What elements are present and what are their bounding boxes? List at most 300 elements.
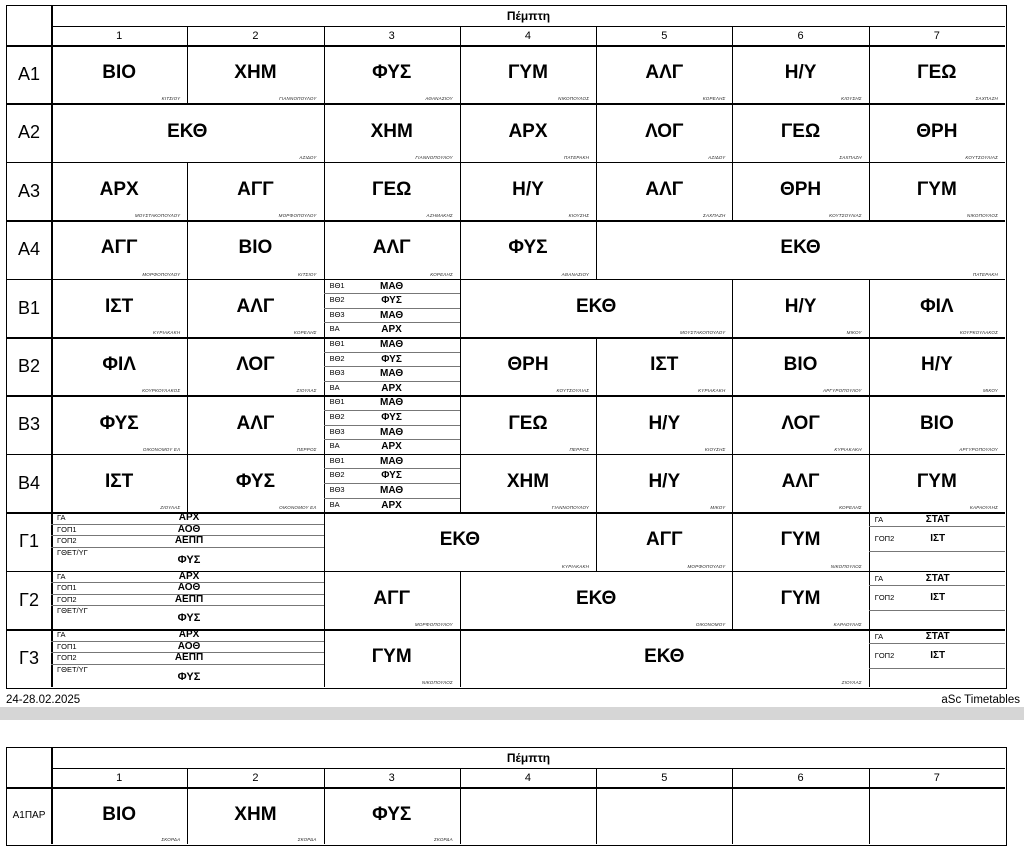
group-split-cell bbox=[869, 571, 1005, 629]
grid-line bbox=[460, 26, 461, 45]
group-subject: ΦΥΣ bbox=[381, 470, 402, 482]
lesson-cell bbox=[324, 220, 460, 278]
lesson-cell bbox=[596, 454, 732, 512]
lesson-subject: ΛΟΓ bbox=[781, 412, 820, 434]
lesson-cell bbox=[187, 220, 323, 278]
lesson-subject: ΦΥΣ bbox=[235, 470, 275, 492]
lesson-subject: ΑΡΧ bbox=[508, 120, 548, 142]
lesson-teacher: ΚΟΥΡΚΟΥΛΑΚΟΣ bbox=[142, 388, 181, 394]
group-subject: ΑΡΧ bbox=[178, 629, 200, 640]
class-label: Β3 bbox=[17, 414, 41, 435]
grid-line bbox=[732, 787, 733, 844]
class-label: Γ1 bbox=[19, 531, 39, 552]
lesson-teacher: ΚΥΡΙΑΚΑΚΗ bbox=[834, 446, 862, 452]
lesson-subject: ΧΗΜ bbox=[234, 62, 277, 84]
grid-line bbox=[460, 768, 461, 787]
lesson-cell bbox=[187, 45, 323, 103]
group-label: ΓΑ bbox=[57, 630, 66, 639]
grid-line bbox=[460, 787, 461, 844]
lesson-teacher: ΠΕΡΡΟΣ bbox=[569, 446, 590, 452]
lesson-teacher: ΚΙΟΥΣΗΣ bbox=[841, 96, 862, 102]
period-1: 1 bbox=[116, 772, 123, 784]
group-subject: ΑΡΧ bbox=[178, 512, 200, 524]
group-subject: ΜΑΘ bbox=[380, 368, 404, 380]
lesson-teacher: ΜΙΚΟΥ bbox=[982, 388, 998, 394]
lesson-teacher: ΠΑΤΕΡΑΚΗ bbox=[972, 271, 998, 277]
group-label: ΓΟΠ2 bbox=[874, 534, 895, 544]
lesson-subject: ΑΛΓ bbox=[372, 237, 411, 259]
group-split-cell bbox=[51, 512, 324, 570]
period-7: 7 bbox=[933, 30, 940, 42]
group-label: ΓΘΕΤ/ΥΓ bbox=[57, 606, 88, 616]
lesson-teacher: ΑΖΗΜΑΚΗΣ bbox=[426, 213, 453, 219]
class-label: Γ3 bbox=[19, 648, 39, 668]
lesson-subject: ΑΓΓ bbox=[100, 237, 138, 259]
lesson-cell bbox=[732, 454, 868, 512]
lesson-cell bbox=[460, 45, 596, 103]
grid-line bbox=[187, 26, 188, 45]
grid-line bbox=[51, 26, 1005, 27]
lesson-cell bbox=[596, 395, 732, 453]
class-label: Α3 bbox=[17, 180, 41, 201]
lesson-subject: ΕΚΘ bbox=[780, 237, 821, 259]
group-subject: ΑΡΧ bbox=[381, 324, 402, 336]
grid-line bbox=[51, 768, 1005, 769]
group-label: ΓΘΕΤ/ΥΓ bbox=[57, 547, 88, 557]
lesson-teacher: ΚΟΥΤΣΟΥΛΙΑΣ bbox=[556, 388, 590, 394]
lesson-subject: ΕΚΘ bbox=[439, 529, 480, 551]
group-subject: ΑΕΠΠ bbox=[174, 535, 204, 547]
group-subject: ΑΟΘ bbox=[177, 640, 201, 652]
lesson-cell bbox=[869, 454, 1005, 512]
lesson-subject: ΦΙΛ bbox=[920, 295, 954, 317]
lesson-teacher: ΓΙΑΝΝΟΠΟΥΛΟΥ bbox=[279, 96, 317, 102]
lesson-subject: ΙΣΤ bbox=[650, 354, 679, 376]
grid-line bbox=[596, 768, 597, 787]
lesson-cell bbox=[732, 103, 868, 161]
lesson-subject: ΓΕΩ bbox=[508, 412, 548, 434]
lesson-teacher: ΚΟΡΕΛΗΣ bbox=[839, 505, 862, 511]
grid-line bbox=[869, 668, 1005, 669]
group-subject: ΜΑΘ bbox=[380, 339, 404, 350]
group-subject: ΑΕΠΠ bbox=[174, 652, 204, 663]
lesson-cell bbox=[732, 162, 868, 220]
lesson-subject: Η/Υ bbox=[512, 178, 544, 200]
lesson-subject: ΑΛΓ bbox=[645, 62, 684, 84]
grid-line bbox=[324, 26, 325, 45]
group-label: ΒΘ1 bbox=[329, 280, 345, 290]
group-subject: ΜΑΘ bbox=[380, 280, 404, 292]
lesson-cell bbox=[460, 395, 596, 453]
lesson-subject: ΧΗΜ bbox=[234, 803, 277, 825]
grid-line bbox=[732, 26, 733, 45]
group-subject: ΙΣΤ bbox=[930, 650, 946, 661]
lesson-teacher: ΑΘΑΝΑΣΙΟΥ bbox=[425, 96, 453, 102]
group-subject: ΑΡΧ bbox=[381, 382, 402, 394]
group-subject: ΣΤΑΤ bbox=[925, 572, 950, 584]
lesson-cell bbox=[324, 162, 460, 220]
lesson-subject: ΘΡΗ bbox=[507, 354, 549, 376]
lesson-subject: ΓΥΜ bbox=[371, 646, 412, 668]
lesson-subject: ΕΚΘ bbox=[575, 587, 617, 609]
lesson-teacher: ΓΙΑΝΝΟΠΟΥΛΟΥ bbox=[551, 505, 590, 511]
grid-line bbox=[869, 26, 870, 45]
group-label: ΒΘ3 bbox=[329, 484, 345, 494]
lesson-cell bbox=[51, 103, 324, 161]
group-label: ΒΑ bbox=[329, 382, 340, 392]
group-label: ΒΘ1 bbox=[329, 397, 345, 407]
group-split-cell bbox=[869, 512, 1005, 570]
period-6: 6 bbox=[797, 30, 804, 42]
lesson-teacher: ΟΙΚΟΝΟΜΟΥ bbox=[695, 621, 726, 627]
lesson-cell bbox=[460, 337, 596, 395]
lesson-cell bbox=[51, 279, 187, 337]
lesson-subject: ΑΛΓ bbox=[236, 295, 275, 317]
lesson-teacher: ΜΟΡΦΟΠΟΥΛΟΥ bbox=[142, 271, 181, 277]
class-label: Γ2 bbox=[19, 589, 39, 610]
group-label: ΓΘΕΤ/ΥΓ bbox=[57, 664, 88, 674]
lesson-cell bbox=[869, 103, 1005, 161]
day-header: Πέμπτη bbox=[506, 9, 551, 23]
lesson-teacher: ΖΙΟΥΛΑΣ bbox=[841, 680, 862, 686]
timetable-thursday bbox=[6, 5, 1007, 689]
lesson-subject: ΧΗΜ bbox=[506, 470, 550, 492]
group-subject: ΙΣΤ bbox=[930, 533, 946, 545]
group-subject: ΑΡΧ bbox=[381, 499, 402, 511]
lesson-teacher: ΚΙΟΥΣΗΣ bbox=[704, 446, 726, 452]
grid-line bbox=[869, 551, 1005, 552]
lesson-subject: ΑΓΓ bbox=[646, 529, 683, 551]
grid-line bbox=[596, 26, 597, 45]
group-label: ΓΟΠ1 bbox=[57, 524, 77, 534]
group-subject: ΣΤΑΤ bbox=[925, 631, 950, 642]
lesson-teacher: ΜΟΥΣΤΑΚΟΠΟΥΛΟΥ bbox=[679, 329, 726, 335]
group-label: ΓΟΠ2 bbox=[57, 536, 77, 546]
group-subject: ΦΥΣ bbox=[177, 612, 201, 625]
lesson-teacher: ΚΑΡΑΟΥΛΗΣ bbox=[969, 505, 998, 511]
lesson-subject: ΑΓΓ bbox=[373, 587, 410, 609]
lesson-cell bbox=[324, 571, 460, 629]
group-label: ΒΘ3 bbox=[329, 368, 345, 378]
lesson-cell bbox=[324, 103, 460, 161]
group-subject: ΙΣΤ bbox=[930, 591, 946, 603]
lesson-cell bbox=[732, 512, 868, 570]
lesson-subject: ΓΥΜ bbox=[780, 529, 821, 551]
lesson-teacher: ΠΕΡΡΟΣ bbox=[296, 446, 317, 452]
period-2: 2 bbox=[252, 30, 259, 42]
lesson-teacher: ΣΑΧΠΑΖΗ bbox=[975, 96, 998, 102]
group-split-cell bbox=[51, 571, 324, 629]
lesson-teacher: ΝΙΚΟΠΟΥΛΟΣ bbox=[830, 563, 862, 569]
lesson-cell bbox=[51, 454, 187, 512]
lesson-subject: ΒΙΟ bbox=[238, 237, 273, 259]
lesson-subject: ΕΚΘ bbox=[575, 295, 617, 317]
lesson-teacher: ΜΙΚΟΥ bbox=[710, 505, 726, 511]
lesson-subject: ΦΙΛ bbox=[102, 354, 136, 376]
group-split-cell bbox=[324, 337, 460, 395]
grid-line bbox=[324, 768, 325, 787]
lesson-teacher: ΑΡΓΥΡΟΠΟΥΛΟΥ bbox=[823, 388, 862, 394]
lesson-teacher: ΣΚΟΡΔΑ bbox=[433, 837, 453, 842]
class-label: Α4 bbox=[17, 239, 41, 260]
lesson-teacher: ΑΘΑΝΑΣΙΟΥ bbox=[561, 271, 590, 277]
group-subject: ΦΥΣ bbox=[381, 411, 402, 423]
grid-line bbox=[869, 643, 1005, 644]
grid-line bbox=[51, 664, 324, 665]
lesson-cell bbox=[732, 45, 868, 103]
group-subject: ΑΟΘ bbox=[177, 582, 201, 594]
lesson-cell bbox=[51, 787, 187, 844]
lesson-teacher: ΜΙΚΟΥ bbox=[846, 329, 862, 335]
group-subject: ΦΥΣ bbox=[177, 670, 201, 683]
lesson-cell bbox=[869, 337, 1005, 395]
lesson-teacher: ΚΥΡΙΑΚΑΚΗ bbox=[698, 388, 726, 394]
lesson-cell bbox=[51, 337, 187, 395]
lesson-teacher: ΜΟΡΦΟΠΟΥΛΟΥ bbox=[687, 563, 726, 569]
group-label: ΒΘ2 bbox=[329, 295, 345, 305]
class-label: Β4 bbox=[17, 472, 41, 493]
lesson-cell bbox=[732, 395, 868, 453]
group-subject: ΜΑΘ bbox=[380, 484, 404, 496]
lesson-cell bbox=[596, 103, 732, 161]
group-split-cell bbox=[324, 454, 460, 512]
group-subject: ΑΕΠΠ bbox=[174, 593, 204, 605]
lesson-teacher: ΚΙΟΥΣΗΣ bbox=[568, 213, 590, 219]
group-label: ΓΑ bbox=[874, 573, 884, 583]
lesson-subject: Η/Υ bbox=[784, 295, 817, 317]
lesson-teacher: ΜΟΥΣΤΑΚΟΠΟΥΛΟΥ bbox=[134, 213, 181, 219]
group-label: ΓΑ bbox=[57, 513, 66, 523]
lesson-cell bbox=[869, 45, 1005, 103]
lesson-cell bbox=[732, 337, 868, 395]
group-subject: ΑΟΘ bbox=[177, 523, 201, 535]
lesson-teacher: ΓΙΑΝΝΟΠΟΥΛΟΥ bbox=[415, 154, 453, 160]
group-subject: ΜΑΘ bbox=[380, 397, 404, 409]
lesson-cell bbox=[187, 787, 323, 844]
lesson-cell bbox=[324, 512, 597, 570]
lesson-subject: ΓΕΩ bbox=[780, 120, 821, 142]
lesson-cell bbox=[187, 454, 323, 512]
lesson-subject: ΑΛΓ bbox=[781, 470, 820, 492]
lesson-subject: ΦΥΣ bbox=[372, 803, 412, 825]
class-label: Α2 bbox=[17, 122, 41, 143]
lesson-teacher: ΚΟΡΕΛΗΣ bbox=[293, 329, 317, 335]
lesson-cell bbox=[869, 395, 1005, 453]
group-subject: ΦΥΣ bbox=[177, 553, 201, 566]
lesson-subject: ΘΡΗ bbox=[916, 120, 958, 142]
group-label: ΓΑ bbox=[874, 632, 884, 641]
lesson-cell bbox=[732, 279, 868, 337]
lesson-cell bbox=[869, 162, 1005, 220]
group-subject: ΜΑΘ bbox=[380, 309, 404, 321]
lesson-teacher: ΣΚΟΡΔΑ bbox=[297, 837, 317, 842]
lesson-teacher: ΚΟΥΡΚΟΥΛΑΚΟΣ bbox=[959, 329, 998, 335]
lesson-teacher: ΚΑΡΑΟΥΛΗΣ bbox=[833, 621, 862, 627]
lesson-cell bbox=[596, 162, 732, 220]
class-label: Α1ΠΑΡ bbox=[12, 810, 46, 821]
group-subject: ΑΡΧ bbox=[178, 570, 200, 582]
lesson-subject: ΓΥΜ bbox=[916, 470, 957, 492]
group-subject: ΜΑΘ bbox=[380, 426, 404, 438]
lesson-subject: ΘΡΗ bbox=[779, 178, 822, 200]
lesson-teacher: ΣΑΧΠΑΖΗ bbox=[839, 154, 862, 160]
lesson-teacher: ΖΙΟΥΛΑΣ bbox=[296, 388, 317, 394]
grid-line bbox=[596, 787, 597, 844]
grid-line bbox=[51, 547, 324, 548]
lesson-cell bbox=[324, 45, 460, 103]
lesson-cell bbox=[460, 103, 596, 161]
lesson-subject: ΒΙΟ bbox=[783, 354, 818, 376]
lesson-subject: Η/Υ bbox=[921, 354, 953, 376]
group-label: ΓΟΠ1 bbox=[57, 641, 77, 651]
lesson-teacher: ΟΙΚΟΝΟΜΟΥ ΕΛ bbox=[279, 505, 317, 511]
lesson-cell bbox=[460, 279, 733, 337]
class-label: Β1 bbox=[17, 297, 41, 318]
footer-brand: aSc Timetables bbox=[941, 694, 1020, 706]
lesson-subject: ΑΓΓ bbox=[237, 178, 274, 200]
lesson-cell bbox=[460, 629, 869, 687]
lesson-cell bbox=[324, 787, 460, 844]
lesson-subject: ΙΣΤ bbox=[104, 470, 134, 492]
lesson-subject: ΓΥΜ bbox=[508, 62, 548, 84]
lesson-subject: ΛΟΓ bbox=[645, 120, 684, 142]
lesson-cell bbox=[187, 395, 323, 453]
lesson-subject: ΙΣΤ bbox=[104, 295, 134, 317]
lesson-cell bbox=[51, 395, 187, 453]
class-label: Β2 bbox=[17, 356, 41, 376]
lesson-subject: Η/Υ bbox=[648, 412, 681, 434]
group-label: ΒΘ2 bbox=[329, 411, 345, 421]
group-split-cell bbox=[869, 629, 1005, 687]
lesson-subject: ΕΚΘ bbox=[644, 646, 685, 668]
group-label: ΓΑ bbox=[874, 515, 884, 525]
group-subject: ΜΑΘ bbox=[380, 455, 404, 467]
lesson-subject: ΒΙΟ bbox=[919, 412, 954, 434]
period-5: 5 bbox=[661, 772, 668, 784]
lesson-subject: ΦΥΣ bbox=[508, 237, 548, 259]
lesson-teacher: ΝΙΚΟΠΟΥΛΟΣ bbox=[967, 213, 998, 219]
period-6: 6 bbox=[797, 772, 804, 784]
lesson-subject: ΓΕΩ bbox=[372, 178, 412, 200]
lesson-teacher: ΜΟΡΦΟΠΟΥΛΟΥ bbox=[414, 621, 453, 627]
lesson-cell bbox=[51, 162, 187, 220]
lesson-teacher: ΟΙΚΟΝΟΜΟΥ ΕΛ bbox=[142, 446, 181, 452]
lesson-teacher: ΑΖΙΔΟΥ bbox=[708, 154, 726, 160]
lesson-teacher: ΖΙΟΥΛΑΣ bbox=[160, 505, 181, 511]
period-5: 5 bbox=[661, 30, 668, 42]
lesson-cell bbox=[51, 220, 187, 278]
lesson-cell bbox=[51, 45, 187, 103]
lesson-subject: Η/Υ bbox=[784, 62, 817, 84]
page-separator bbox=[0, 707, 1024, 720]
group-label: ΒΘ1 bbox=[329, 455, 345, 465]
group-label: ΒΘ3 bbox=[329, 426, 345, 436]
period-4: 4 bbox=[524, 772, 532, 784]
period-1: 1 bbox=[116, 30, 123, 42]
group-subject: ΦΥΣ bbox=[381, 353, 402, 365]
group-subject: ΦΥΣ bbox=[381, 295, 402, 307]
lesson-teacher: ΠΑΤΕΡΑΚΗ bbox=[564, 154, 590, 160]
lesson-subject: ΦΥΣ bbox=[372, 62, 412, 84]
lesson-teacher: ΑΖΙΔΟΥ bbox=[299, 154, 317, 160]
lesson-subject: ΑΛΓ bbox=[645, 178, 684, 200]
lesson-subject: ΑΛΓ bbox=[236, 412, 275, 434]
lesson-subject: ΦΥΣ bbox=[99, 412, 139, 434]
group-label: ΒΘ2 bbox=[329, 470, 345, 480]
lesson-teacher: ΜΟΡΦΟΠΟΥΛΟΥ bbox=[278, 213, 317, 219]
lesson-cell bbox=[187, 279, 323, 337]
group-subject: ΑΡΧ bbox=[381, 441, 402, 453]
period-4: 4 bbox=[524, 30, 532, 42]
lesson-subject: ΑΡΧ bbox=[99, 178, 139, 200]
group-label: ΒΑ bbox=[329, 499, 340, 509]
grid-line bbox=[869, 768, 870, 787]
group-split-cell bbox=[324, 279, 460, 337]
lesson-cell bbox=[460, 220, 596, 278]
lesson-cell bbox=[596, 337, 732, 395]
period-7: 7 bbox=[933, 772, 940, 784]
lesson-teacher: ΚΥΡΙΑΚΑΚΗ bbox=[561, 563, 590, 569]
day-header: Πέμπτη bbox=[506, 751, 551, 765]
group-label: ΒΘ1 bbox=[329, 339, 345, 348]
footer-date-range: 24-28.02.2025 bbox=[6, 694, 81, 706]
lesson-teacher: ΝΙΚΟΠΟΥΛΟΣ bbox=[421, 680, 453, 686]
lesson-teacher: ΚΟΡΕΛΗΣ bbox=[702, 96, 726, 102]
class-label: Α1 bbox=[17, 64, 41, 84]
grid-line bbox=[869, 610, 1005, 611]
group-label: ΒΑ bbox=[329, 441, 340, 451]
grid-line bbox=[869, 526, 1005, 527]
lesson-cell bbox=[596, 220, 1005, 278]
lesson-cell bbox=[187, 162, 323, 220]
group-split-cell bbox=[51, 629, 324, 687]
timetable-thursday-parallel bbox=[6, 747, 1007, 846]
lesson-teacher: ΚΥΡΙΑΚΑΚΗ bbox=[152, 329, 181, 335]
lesson-subject: ΓΕΩ bbox=[917, 62, 957, 84]
lesson-subject: ΒΙΟ bbox=[102, 62, 137, 84]
lesson-subject: ΓΥΜ bbox=[780, 587, 821, 609]
period-3: 3 bbox=[388, 772, 395, 784]
lesson-cell bbox=[596, 45, 732, 103]
lesson-subject: ΒΙΟ bbox=[102, 803, 137, 825]
lesson-cell bbox=[460, 162, 596, 220]
lesson-cell bbox=[869, 279, 1005, 337]
lesson-cell bbox=[732, 571, 868, 629]
lesson-subject: ΕΚΘ bbox=[167, 120, 208, 142]
group-label: ΓΑ bbox=[57, 571, 66, 581]
lesson-subject: Η/Υ bbox=[648, 470, 681, 492]
period-2: 2 bbox=[252, 772, 259, 784]
lesson-teacher: ΚΙΤΣΙΟΥ bbox=[161, 96, 181, 102]
lesson-cell bbox=[187, 337, 323, 395]
group-split-cell bbox=[324, 395, 460, 453]
lesson-subject: ΧΗΜ bbox=[370, 120, 413, 142]
lesson-teacher: ΑΡΓΥΡΟΠΟΥΛΟΥ bbox=[959, 446, 998, 452]
lesson-teacher: ΚΟΥΤΣΟΥΛΙΑΣ bbox=[965, 154, 998, 160]
grid-line bbox=[732, 768, 733, 787]
lesson-teacher: ΚΟΥΤΣΟΥΛΙΑΣ bbox=[829, 213, 862, 219]
grid-line bbox=[187, 768, 188, 787]
lesson-cell bbox=[324, 629, 460, 687]
group-label: ΓΟΠ2 bbox=[874, 592, 895, 602]
period-3: 3 bbox=[388, 30, 395, 42]
lesson-cell bbox=[460, 571, 733, 629]
lesson-teacher: ΣΑΧΠΑΖΗ bbox=[703, 213, 726, 219]
lesson-teacher: ΣΚΟΡΔΑ bbox=[161, 837, 181, 842]
group-label: ΒΘ2 bbox=[329, 353, 345, 363]
group-label: ΒΘ3 bbox=[329, 309, 345, 319]
group-label: ΒΑ bbox=[329, 324, 340, 334]
